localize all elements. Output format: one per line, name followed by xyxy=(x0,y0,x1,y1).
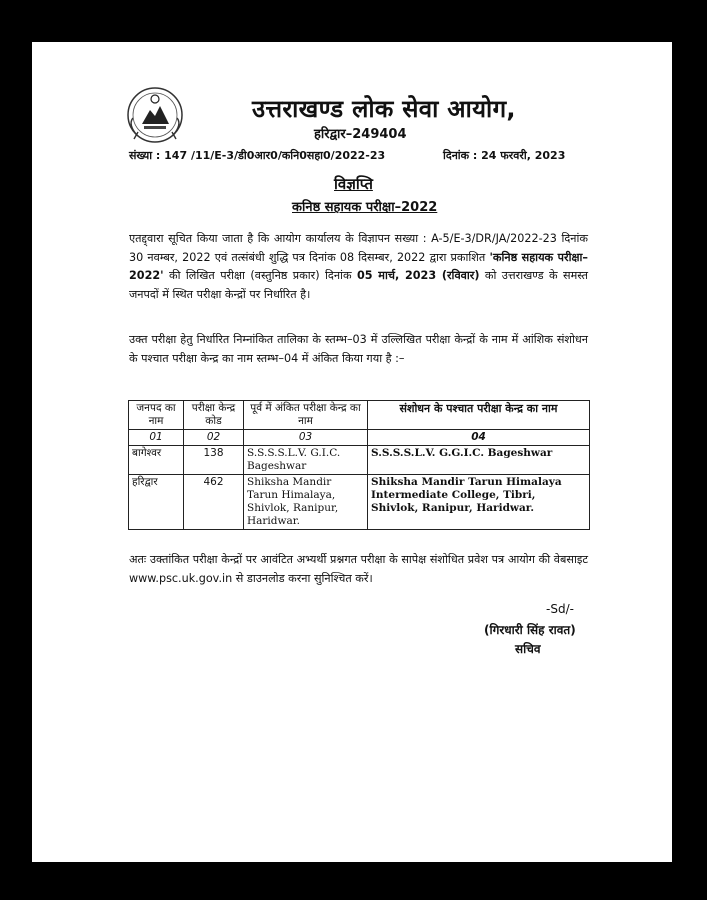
exam-date: 05 मार्च, 2023 (रविवार) xyxy=(356,269,480,282)
header-district: जनपद का नाम xyxy=(129,401,184,430)
signatory-name: (गिरधारी सिंह रावत) xyxy=(484,623,576,637)
organization-address: हरिद्वार–249404 xyxy=(314,127,407,142)
centre-code-cell: 138 xyxy=(184,446,244,475)
notice-heading: विज्ञप्ति xyxy=(334,175,373,193)
exam-name-quote: 'कनिष्ठ सहायक परीक्षा–2022' xyxy=(129,250,588,282)
header-old-centre-name: पूर्व में अंकित परीक्षा केन्द्र का नाम xyxy=(244,401,368,430)
notice-page xyxy=(32,42,672,862)
paragraph-text: एतद्द्वारा सूचित किया जाता है कि आयोग कार्यालय के विज्ञापन सख्या : A-5/E-3/DR/JA/2022-23 दिनांक 30 नवम्बर, 2022 एवं तत्संबंधी शुद्धि पत्र दिनांक 08 दिसम्बर, 2022 द्वारा प्रकाशित xyxy=(129,232,588,264)
column-number: 04 xyxy=(368,430,590,446)
header-new-centre-name: संशोधन के पश्चात परीक्षा केन्द्र का नाम xyxy=(368,401,590,430)
commission-emblem-logo xyxy=(124,84,186,146)
exam-centre-table xyxy=(128,400,590,530)
paragraph-admit-card-instruction: अतः उक्तांकित परीक्षा केन्द्रों पर आवंटित अभ्यर्थी प्रश्नगत परीक्षा के सापेक्ष संशोधित प्रवेश पत्र आयोग की वेबसाइट www.psc.uk.gov.in से डाउनलोड करना सुनिश्चित करें। xyxy=(129,553,588,585)
exam-title: कनिष्ठ सहायक परीक्षा–2022 xyxy=(292,200,438,215)
organization-name: उत्तराखण्ड लोक सेवा आयोग, xyxy=(252,95,516,123)
new-centre-name-cell: S.S.S.S.L.V. G.G.I.C. Bageshwar xyxy=(368,446,590,475)
table-row xyxy=(129,475,590,530)
district-cell: हरिद्वार xyxy=(129,475,184,530)
table-column-number-row xyxy=(129,430,590,446)
district-cell: बागेश्वर xyxy=(129,446,184,475)
new-centre-name-cell: Shiksha Mandir Tarun Himalaya Intermediate College, Tibri, Shivlok, Ranipur, Haridwar. xyxy=(368,475,590,530)
table-row xyxy=(129,446,590,475)
table-header-row xyxy=(129,401,590,430)
centre-code-cell: 462 xyxy=(184,475,244,530)
column-number: 02 xyxy=(184,430,244,446)
column-number: 03 xyxy=(244,430,368,446)
column-number: 01 xyxy=(129,430,184,446)
old-centre-name-cell: S.S.S.S.L.V. G.I.C. Bageshwar xyxy=(244,446,368,475)
header-centre-code: परीक्षा केन्द्र कोड xyxy=(184,401,244,430)
old-centre-name-cell: Shiksha Mandir Tarun Himalaya, Shivlok, Ranipur, Haridwar. xyxy=(244,475,368,530)
paragraph-announcement xyxy=(129,230,588,304)
paragraph-text: की लिखित परीक्षा (वस्तुनिष्ठ प्रकार) दिनांक xyxy=(163,269,357,282)
notice-date: दिनांक : 24 फरवरी, 2023 xyxy=(443,149,566,162)
paragraph-table-intro: उक्त परीक्षा हेतु निर्धारित निम्नांकित तालिका के स्तम्भ–03 में उल्लिखित परीक्षा केन्द्रों के नाम में आंशिक संशोधन के पश्चात परीक्षा केन्द्र का नाम स्तम्भ–04 में अंकित किया गया है :– xyxy=(129,333,588,365)
signatory-designation: सचिव xyxy=(515,642,541,656)
signature-mark: -Sd/- xyxy=(546,602,574,616)
paragraph-text: को उत्तराखण्ड के समस्त जनपदों में स्थित परीक्षा केन्द्रों पर निर्धारित है। xyxy=(129,269,588,301)
reference-number: संख्या : 147 /11/E-3/डी0आर0/कनि0सहा0/2022-23 xyxy=(129,149,386,162)
